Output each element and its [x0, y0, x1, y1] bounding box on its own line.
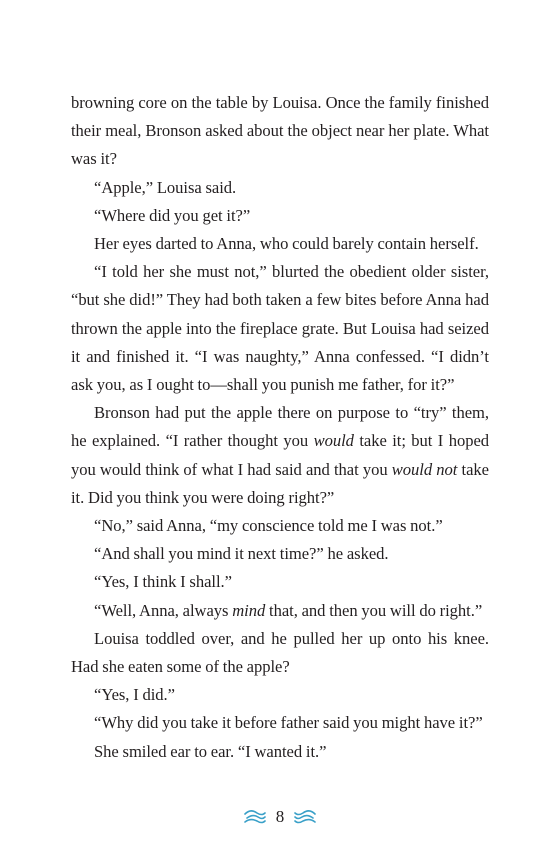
- page-number: 8: [275, 807, 285, 826]
- paragraph: [71, 174, 489, 202]
- text-run: “Why did you take it before father said you might have it?”: [94, 713, 483, 733]
- paragraph: [71, 738, 489, 766]
- paragraph: [71, 681, 489, 709]
- paragraph: [71, 202, 489, 230]
- italic-text: would not: [391, 459, 458, 479]
- wave-ornament-icon: [244, 810, 266, 824]
- paragraph: [71, 709, 489, 737]
- paragraph: [71, 230, 489, 258]
- text-run: Louisa toddled over, and he pulled her up onto his knee. Had she eaten some of the apple?: [71, 628, 489, 677]
- text-run: Her eyes darted to Anna, who could barely contain herself.: [94, 234, 479, 254]
- text-run: “Where did you get it?”: [94, 205, 251, 225]
- book-page-text: [71, 89, 489, 766]
- text-run: take it. Did you think you were doing right?”: [71, 459, 489, 507]
- paragraph: [71, 399, 489, 512]
- text-run: She smiled ear to ear. “I wanted it.”: [94, 741, 327, 761]
- italic-text: would: [313, 431, 354, 451]
- text-run: that, and then you will do right.”: [265, 600, 483, 620]
- paragraph: [71, 89, 489, 174]
- page-footer: [0, 806, 560, 828]
- text-run: “And shall you mind it next time?” he asked.: [94, 544, 389, 564]
- text-run: “No,” said Anna, “my conscience told me I was not.”: [94, 516, 443, 536]
- text-run: “I told her she must not,” blurted the obedient older sister, “but she did!” They had both taken a few bites before Anna had thrown the apple into the fireplace grate. But Louisa had seized it and finished it. “I was naughty,” Anna confessed. “I didn’t ask you, as I ought to—shall you punish me father, for it?”: [71, 262, 489, 395]
- text-run: “Apple,” Louisa said.: [94, 177, 237, 197]
- paragraph: [71, 512, 489, 540]
- text-run: “Yes, I think I shall.”: [94, 572, 232, 592]
- paragraph: [71, 568, 489, 596]
- italic-text: mind: [232, 600, 266, 620]
- paragraph: [71, 625, 489, 681]
- text-run: “Yes, I did.”: [94, 685, 175, 705]
- text-run: take it; but I hoped you would think of what I had said and that you: [71, 431, 490, 479]
- wave-ornament-icon: [294, 810, 316, 824]
- text-run: Bronson had put the apple there on purpose to “try” them, he explained. “I rather thought you: [71, 403, 489, 451]
- paragraph: [71, 258, 489, 399]
- paragraph: [71, 597, 489, 625]
- text-run: “Well, Anna, always: [94, 600, 233, 620]
- paragraph: [71, 540, 489, 568]
- text-run: browning core on the table by Louisa. Once the family finished their meal, Bronson asked about the object near her plate. What was it?: [71, 93, 489, 169]
